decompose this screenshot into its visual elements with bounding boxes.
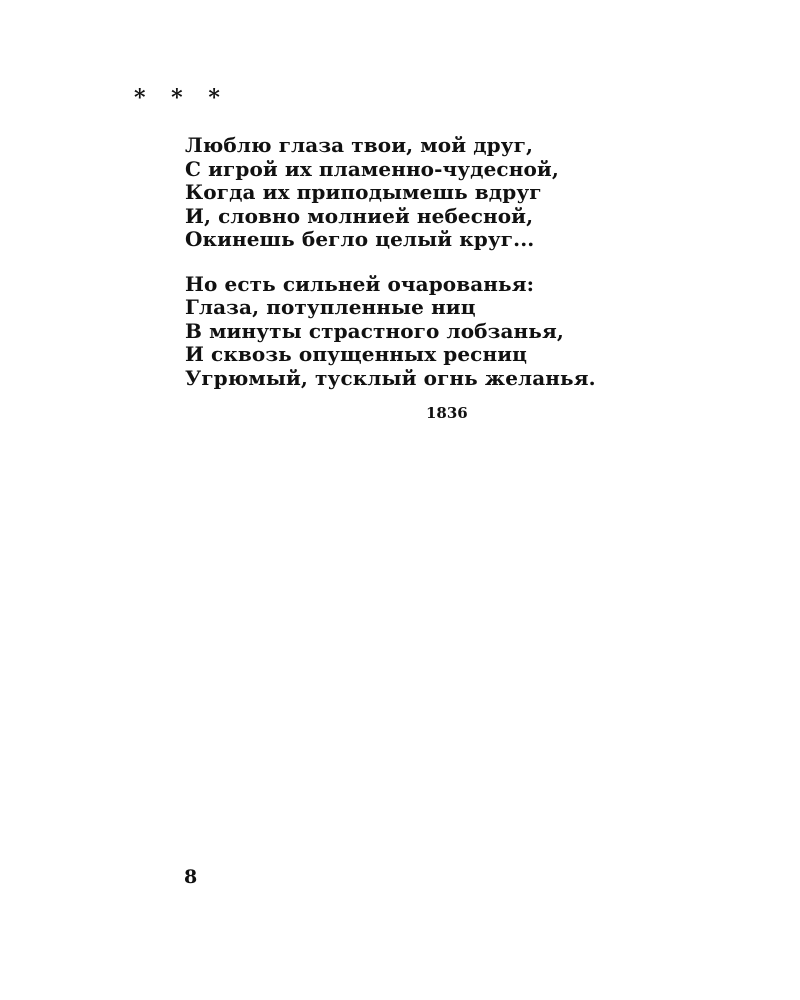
poem-line: Когда их приподымешь вдруг	[185, 180, 542, 204]
stanza-2	[185, 273, 705, 391]
poem	[185, 134, 705, 390]
poem-line: Но есть сильней очарованья:	[185, 271, 535, 296]
poem-line: Окинешь бегло целый круг...	[185, 227, 535, 251]
page-number: 8	[184, 866, 198, 888]
stanza-1	[185, 134, 705, 252]
poem-line: И сквозь опущенных ресниц	[185, 342, 528, 366]
poem-line: В минуты страстного лобзанья,	[185, 318, 564, 343]
poem-line: Люблю глаза твои, мой друг,	[185, 133, 534, 157]
poem-line: И, словно молнией небесной,	[185, 203, 534, 228]
poem-line: Глаза, потупленные ниц	[185, 295, 476, 319]
asterism-heading: * * *	[134, 85, 229, 111]
poem-line: Угрюмый, тусклый огнь желанья.	[185, 365, 596, 390]
poem-year: 1836	[426, 404, 468, 422]
poem-line: С игрой их пламенно-чудесной,	[185, 156, 559, 181]
